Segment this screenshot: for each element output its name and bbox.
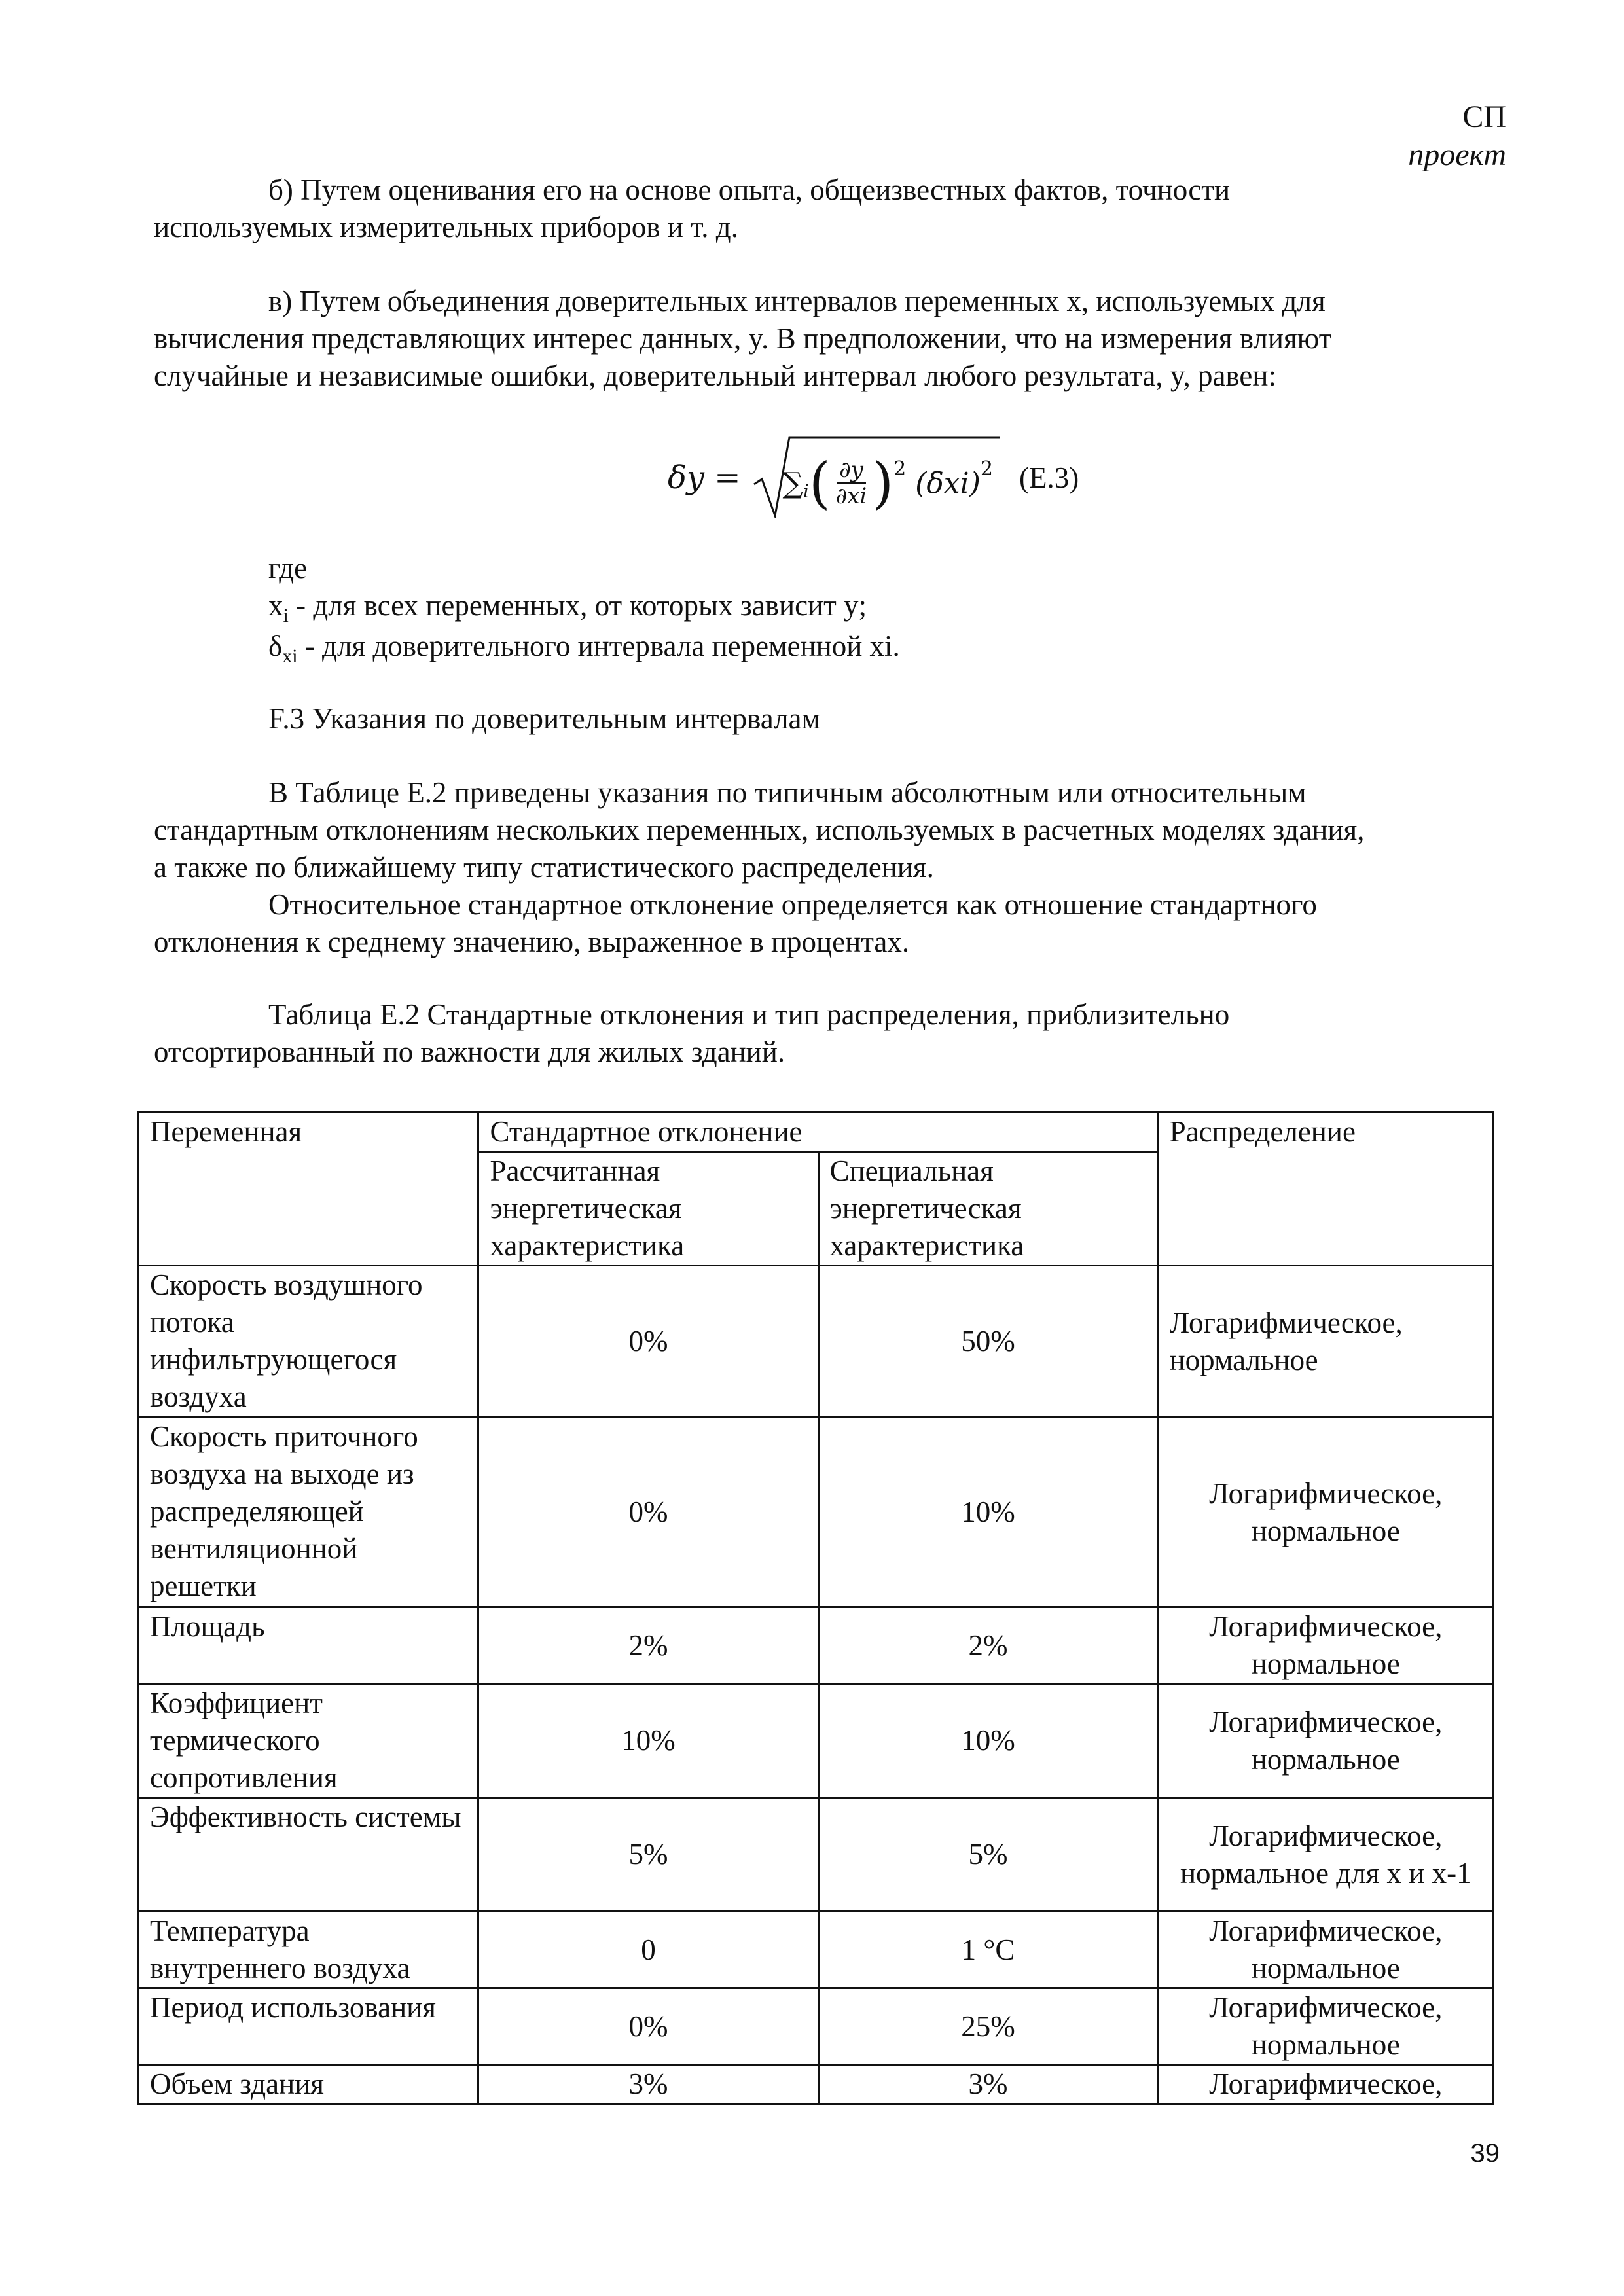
- cell-calculated: 0%: [478, 1418, 818, 1607]
- equation-number: (E.3): [1019, 461, 1079, 494]
- table-row: [139, 1912, 1494, 1988]
- cell-distribution: Логарифмическое,: [1158, 2065, 1493, 2104]
- cell-distribution: Логарифмическое, нормальное для x и x-1: [1158, 1798, 1493, 1912]
- table-caption: [154, 996, 1506, 1071]
- table-row: [139, 1607, 1494, 1684]
- table-row: [139, 1684, 1494, 1798]
- cell-variable: Эффективность системы: [139, 1798, 478, 1912]
- table-row: [139, 1798, 1494, 1912]
- cell-variable: Скорость воздушного потока инфильтрующегося воздуха: [139, 1266, 478, 1418]
- cell-special: 5%: [818, 1798, 1158, 1912]
- cell-special: 3%: [818, 2065, 1158, 2104]
- definitions: [268, 550, 900, 668]
- sum-index: i: [803, 480, 809, 502]
- open-paren-icon: (: [808, 451, 831, 515]
- formula-e3: [668, 429, 1079, 527]
- radical-sign-icon: [753, 433, 1001, 518]
- cell-variable: Объем здания: [139, 2065, 478, 2104]
- table-caption-line-2: отсортированный по важности для жилых зданий.: [154, 1035, 785, 1068]
- table-row: [139, 1266, 1494, 1418]
- definition-delta: [268, 628, 900, 668]
- close-paren-icon: ): [872, 451, 894, 515]
- cell-special: 50%: [818, 1266, 1158, 1418]
- derivative-numerator: ∂y: [837, 457, 866, 484]
- definition-delta-text: - для доверительного интервала переменной xi.: [297, 630, 900, 662]
- definition-x-text: - для всех переменных, от которых зависит y;: [288, 589, 867, 622]
- table-caption-line-1: Таблица E.2 Стандартные отклонения и тип распределения, приблизительно: [268, 998, 1230, 1031]
- paragraph-b-line-2: используемых измерительных приборов и т. д.: [154, 211, 738, 243]
- cell-special: 1 °C: [818, 1912, 1158, 1988]
- table-row: [139, 1988, 1494, 2065]
- section-heading: [154, 700, 1506, 738]
- guidance-line-4: Относительное стандартное отклонение определяется как отношение стандартного: [268, 888, 1317, 921]
- cell-calculated: 0: [478, 1912, 818, 1988]
- standard-deviation-table: [137, 1111, 1494, 2105]
- cell-special: 2%: [818, 1607, 1158, 1684]
- guidance-line-2: стандартным отклонениям нескольких переменных, используемых в расчетных моделях здания,: [154, 814, 1365, 846]
- cell-calculated: 3%: [478, 2065, 818, 2104]
- interval-term: (δxi): [915, 466, 981, 500]
- cell-calculated: 0%: [478, 1266, 818, 1418]
- paragraph-v: [154, 283, 1506, 395]
- cell-variable: Период использования: [139, 1988, 478, 2065]
- cell-distribution: Логарифмическое, нормальное: [1158, 1912, 1493, 1988]
- cell-distribution: Логарифмическое, нормальное: [1158, 1266, 1493, 1418]
- definition-x: [268, 587, 900, 628]
- header-calculated: Рассчитанная энергетическая характеристика: [478, 1152, 818, 1266]
- document-code: СП: [1462, 99, 1506, 134]
- page-header: [1408, 98, 1506, 174]
- cell-distribution: Логарифмическое, нормальное: [1158, 1988, 1493, 2065]
- guidance-line-5: отклонения к среднему значению, выраженное в процентах.: [154, 925, 910, 958]
- cell-variable: Температура внутреннего воздуха: [139, 1912, 478, 1988]
- table-row: [139, 2065, 1494, 2104]
- definition-x-symbol: x: [268, 589, 283, 622]
- cell-special: 10%: [818, 1684, 1158, 1798]
- definition-delta-subscript: xi: [282, 645, 298, 667]
- cell-variable: Скорость приточного воздуха на выходе из распределяющей вентиляционной решетки: [139, 1418, 478, 1607]
- guidance-paragraph: [154, 774, 1506, 961]
- paragraph-v-line-1: в) Путем объединения доверительных интервалов переменных x, используемых для: [268, 285, 1326, 317]
- table-row: [139, 1418, 1494, 1607]
- formula-lhs: δy =: [668, 459, 741, 496]
- square-root: [753, 445, 994, 515]
- definition-x-subscript: i: [283, 605, 289, 626]
- page-number: 39: [1470, 2139, 1500, 2168]
- draft-status: проект: [1408, 137, 1506, 172]
- cell-calculated: 5%: [478, 1798, 818, 1912]
- cell-distribution: Логарифмическое, нормальное: [1158, 1607, 1493, 1684]
- cell-special: 25%: [818, 1988, 1158, 2065]
- section-heading-text: F.3 Указания по доверительным интервалам: [268, 702, 821, 735]
- header-std-dev: Стандартное отклонение: [478, 1113, 1158, 1152]
- interval-power: 2: [980, 457, 993, 480]
- cell-special: 10%: [818, 1418, 1158, 1607]
- definitions-where: где: [268, 552, 308, 584]
- cell-variable: Площадь: [139, 1607, 478, 1684]
- derivative-denominator: ∂xi: [835, 483, 867, 509]
- cell-distribution: Логарифмическое, нормальное: [1158, 1418, 1493, 1607]
- header-variable: Переменная: [139, 1113, 478, 1266]
- derivative-power: 2: [893, 457, 907, 480]
- sum-symbol: ∑: [782, 466, 803, 500]
- guidance-line-3: а также по ближайшему типу статистического распределения.: [154, 851, 934, 884]
- cell-variable: Коэффициент термического сопротивления: [139, 1684, 478, 1798]
- cell-calculated: 10%: [478, 1684, 818, 1798]
- paragraph-b-line-1: б) Путем оценивания его на основе опыта, общеизвестных фактов, точности: [268, 173, 1231, 206]
- header-distribution: Распределение: [1158, 1113, 1493, 1266]
- definition-delta-symbol: δ: [268, 630, 283, 662]
- cell-distribution: Логарифмическое, нормальное: [1158, 1684, 1493, 1798]
- paragraph-v-line-2: вычисления представляющих интерес данных, y. В предположении, что на измерения влияют: [154, 322, 1332, 355]
- paragraph-v-line-3: случайные и независимые ошибки, доверительный интервал любого результата, y, равен:: [154, 359, 1276, 392]
- table-header-row: [139, 1113, 1494, 1152]
- header-special: Специальная энергетическая характеристика: [818, 1152, 1158, 1266]
- cell-calculated: 0%: [478, 1988, 818, 2065]
- paragraph-b: [154, 171, 1506, 246]
- cell-calculated: 2%: [478, 1607, 818, 1684]
- guidance-line-1: В Таблице E.2 приведены указания по типичным абсолютным или относительным: [268, 776, 1307, 809]
